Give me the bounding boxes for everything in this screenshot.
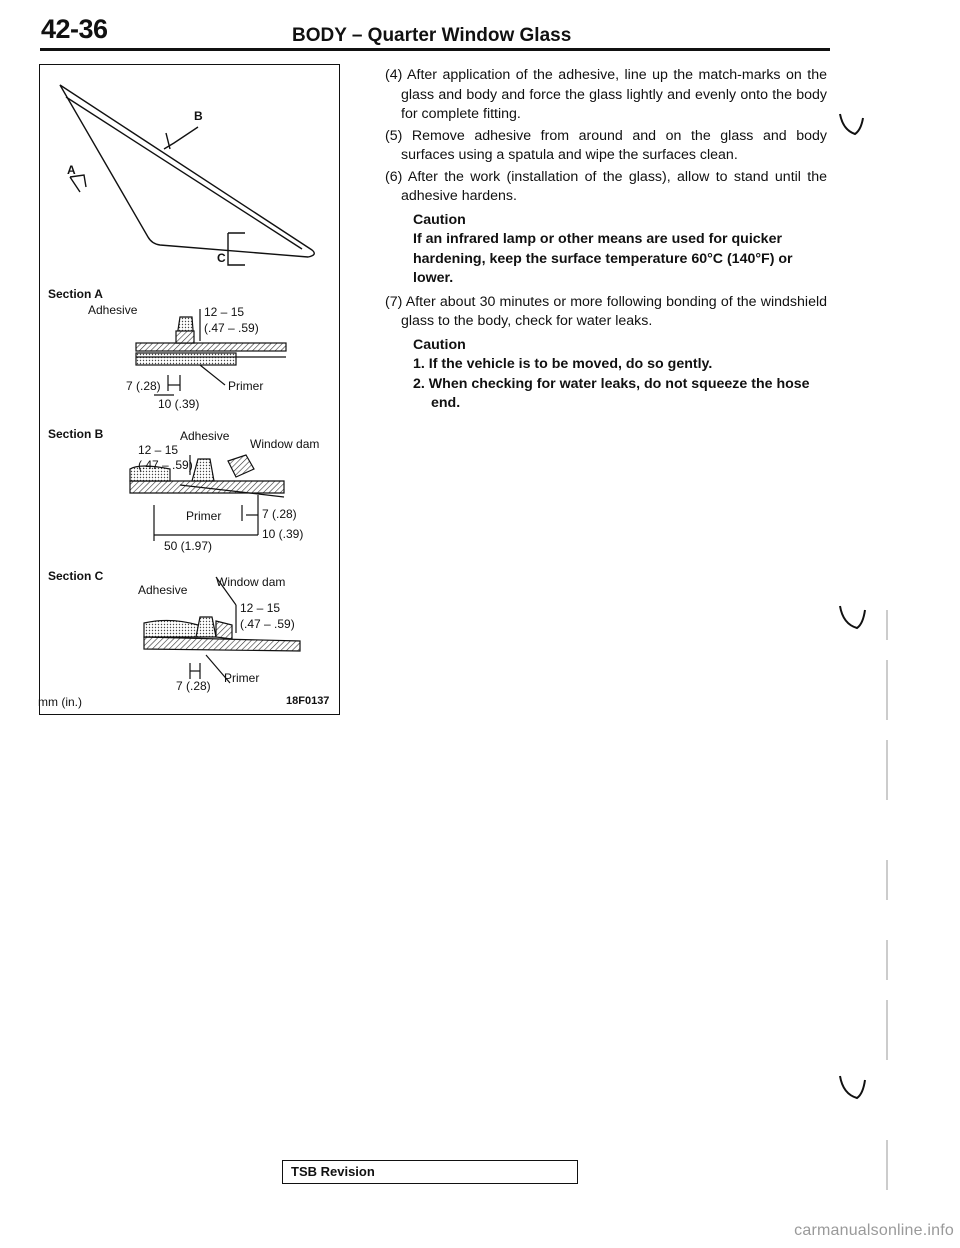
section-b-dim-50: 50 (1.97) bbox=[164, 539, 213, 553]
section-a-dim-10: 10 (.39) bbox=[158, 397, 200, 411]
section-c-adhesive: Adhesive bbox=[138, 583, 188, 597]
section-a-adhesive: Adhesive bbox=[88, 303, 138, 317]
section-c-dim-thickness-in: (.47 – .59) bbox=[240, 617, 295, 631]
section-a-dim-7: 7 (.28) bbox=[126, 379, 161, 393]
label-a: A bbox=[67, 163, 76, 177]
figure-panel bbox=[39, 64, 340, 715]
step-5: (5) Remove adhesive from around and on the glass and body surfaces using a spatula and wipe the surfaces clean. bbox=[385, 127, 827, 163]
figure-units: mm (in.) bbox=[38, 695, 82, 709]
page-title: BODY – Quarter Window Glass bbox=[292, 25, 572, 46]
section-b-window-dam: Window dam bbox=[250, 437, 320, 451]
caution-2-title: Caution bbox=[413, 336, 466, 353]
caution-1-title: Caution bbox=[413, 211, 466, 228]
section-a-primer: Primer bbox=[228, 379, 264, 393]
procedure-text bbox=[385, 66, 827, 418]
label-b: B bbox=[194, 109, 203, 123]
section-b-adhesive: Adhesive bbox=[180, 429, 230, 443]
step-6: (6) After the work (installation of the glass), allow to stand until the adhesive hardens. bbox=[385, 168, 827, 204]
caution-2-item-1: 1. If the vehicle is to be moved, do so gently. bbox=[413, 356, 713, 372]
step-4: (4) After application of the adhesive, line up the match-marks on the glass and body and force the glass lightly and evenly onto the body for complete fitting. bbox=[385, 67, 827, 122]
section-b-dim-thickness-in: (.47 – .59) bbox=[138, 458, 193, 472]
header-rule bbox=[40, 48, 830, 51]
section-c-dim-7: 7 (.28) bbox=[176, 679, 211, 693]
caution-1-text: If an infrared lamp or other means are used for quicker hardening, keep the surface temperature 60°C (140°F) or lower. bbox=[413, 231, 793, 286]
section-b-dim-10: 10 (.39) bbox=[262, 527, 304, 541]
section-b-title: Section B bbox=[48, 427, 104, 441]
section-b-dim-7: 7 (.28) bbox=[262, 507, 297, 521]
margin-marks bbox=[835, 100, 945, 1200]
caution-1 bbox=[385, 211, 827, 289]
page-number: 42-36 bbox=[41, 14, 108, 44]
figure-id: 18F0137 bbox=[286, 695, 330, 707]
tsb-revision-box: TSB Revision bbox=[282, 1160, 578, 1184]
quarter-glass-outline bbox=[60, 85, 314, 265]
step-7: (7) After about 30 minutes or more following bonding of the windshield glass to the body, check for water leaks. bbox=[385, 293, 827, 329]
watermark: carmanualsonline.info bbox=[794, 1222, 954, 1239]
section-a-dim-thickness: 12 – 15 bbox=[204, 305, 245, 319]
caution-2 bbox=[385, 336, 827, 414]
label-c: C bbox=[217, 251, 226, 265]
section-a-title: Section A bbox=[48, 287, 103, 301]
section-c-window-dam: Window dam bbox=[216, 575, 286, 589]
section-c-title: Section C bbox=[48, 569, 104, 583]
section-b-primer: Primer bbox=[186, 509, 222, 523]
caution-2-item-2: 2. When checking for water leaks, do not squeeze the hose end. bbox=[413, 375, 810, 411]
section-a-dim-thickness-in: (.47 – .59) bbox=[204, 321, 259, 335]
section-c-dim-thickness: 12 – 15 bbox=[240, 601, 281, 615]
section-b-dim-thickness: 12 – 15 bbox=[138, 443, 179, 457]
section-c-primer: Primer bbox=[224, 671, 260, 685]
figure-drawing bbox=[40, 65, 341, 716]
